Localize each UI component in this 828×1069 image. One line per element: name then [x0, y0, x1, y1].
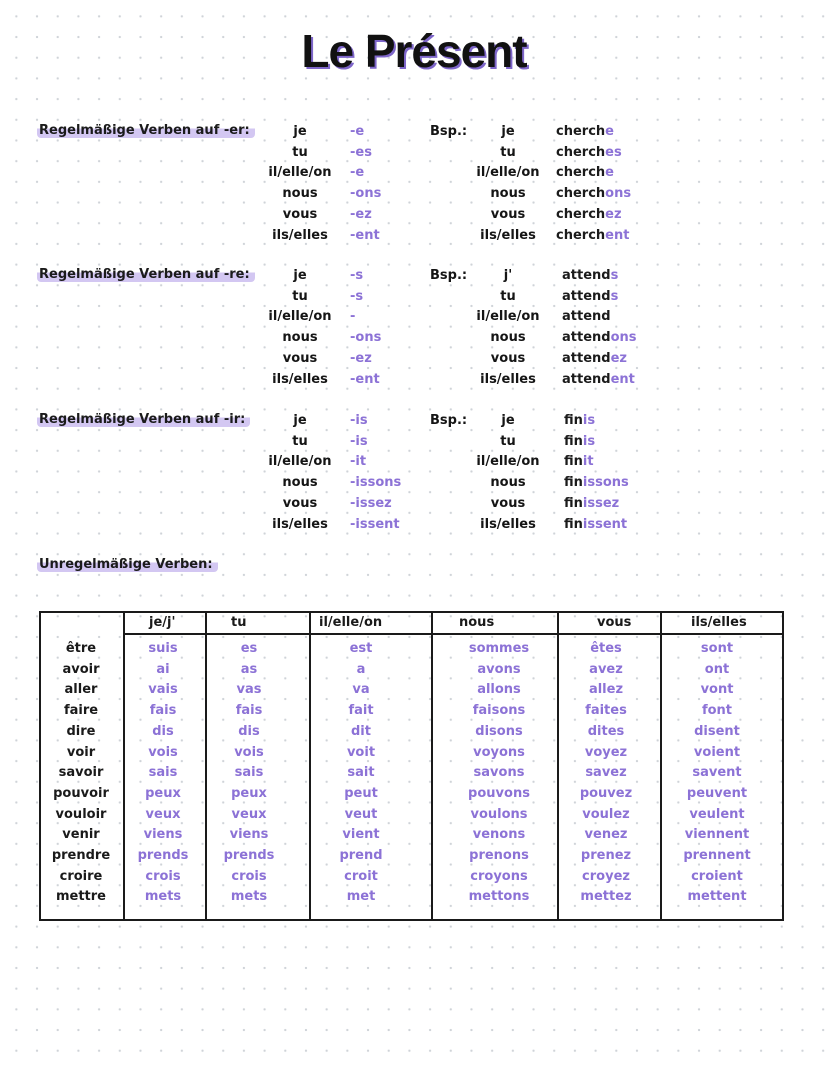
table-cell: prend	[339, 848, 383, 863]
table-cell: venons	[472, 827, 526, 843]
ending: -ez	[350, 206, 372, 222]
verb-infinitive: être	[65, 641, 97, 656]
table-cell: as	[240, 661, 258, 677]
verb-stem: attend	[562, 288, 611, 304]
example-pronoun: il/elle/on	[476, 165, 540, 181]
pronoun: je	[293, 268, 307, 283]
table-cell: vois	[148, 744, 178, 760]
verb-infinitive: aller	[64, 682, 98, 698]
verb-infinitive: pouvoir	[53, 785, 109, 801]
table-cell: disons	[475, 723, 523, 739]
table-cell: fait	[348, 703, 374, 719]
example-pronoun: nous	[490, 330, 526, 346]
pronoun: ils/elles	[272, 371, 328, 387]
table-cell: es	[240, 641, 258, 656]
table-cell: suis	[148, 641, 178, 656]
table-cell: savez	[585, 765, 627, 781]
verb-infinitive: venir	[62, 827, 100, 843]
table-cell: peux	[231, 785, 267, 801]
pronoun: ils/elles	[272, 516, 328, 532]
verb-ending: issons	[582, 475, 629, 491]
table-cell: disent	[694, 723, 740, 739]
ending: -s	[350, 288, 364, 304]
example-pronoun: vous	[490, 350, 526, 366]
irregular-verbs-table	[39, 611, 784, 921]
table-cell: prends	[223, 848, 275, 863]
table-cell: voulons	[470, 806, 528, 822]
table-cell: sais	[148, 765, 178, 781]
pronoun: nous	[282, 475, 318, 491]
table-cell: prenez	[580, 848, 632, 863]
ending: -s	[350, 268, 364, 283]
table-cell: est	[349, 641, 373, 656]
table-cell: avez	[589, 661, 623, 677]
ending: -ons	[350, 186, 382, 202]
example-verb	[564, 515, 627, 535]
example-pronoun: tu	[500, 288, 516, 304]
table-header-divider	[123, 633, 782, 635]
ending: -e	[350, 165, 365, 181]
table-cell: prends	[137, 848, 189, 863]
ending: -is	[350, 413, 368, 428]
example-pronoun: ils/elles	[480, 371, 536, 387]
example-verb	[556, 122, 614, 142]
verb-stem: fin	[564, 516, 583, 532]
pronoun: tu	[292, 144, 308, 160]
pronoun: tu	[292, 288, 308, 304]
table-cell: peux	[145, 785, 181, 801]
example-pronoun: tu	[500, 144, 516, 160]
table-cell: croyons	[470, 868, 528, 884]
example-pronoun: je	[501, 413, 515, 428]
verb-ending: issent	[582, 516, 628, 532]
verb-ending: is	[582, 413, 596, 428]
verb-ending: ons	[610, 330, 637, 346]
table-cell: sais	[234, 765, 264, 781]
verb-ending: ent	[605, 227, 630, 243]
example-verb	[562, 266, 618, 286]
table-cell: dis	[238, 723, 260, 739]
table-cell: dit	[351, 723, 371, 739]
verb-stem: attend	[562, 309, 611, 325]
table-header: vous	[597, 615, 632, 630]
table-cell: sont	[700, 641, 734, 656]
table-cell: viens	[143, 827, 183, 843]
pronoun: il/elle/on	[268, 309, 332, 325]
table-cell: fais	[235, 703, 263, 719]
verb-stem: attend	[562, 330, 611, 346]
verb-stem: cherch	[556, 124, 606, 139]
ending: -issez	[350, 495, 392, 511]
example-verb	[556, 205, 622, 225]
table-cell: veut	[344, 806, 378, 822]
table-cell: veulent	[689, 806, 745, 822]
table-cell: vois	[234, 744, 264, 760]
table-cell: veux	[231, 806, 267, 822]
pronoun: vous	[282, 495, 318, 511]
table-cell: met	[346, 889, 376, 905]
verb-ending: s	[610, 288, 619, 304]
table-cell: mets	[230, 889, 268, 905]
example-pronoun: j'	[503, 268, 513, 283]
table-cell: croyez	[582, 868, 630, 884]
pronoun: il/elle/on	[268, 165, 332, 181]
table-cell: allons	[477, 682, 521, 698]
table-cell: peuvent	[686, 785, 748, 801]
page-title: Le Présent	[301, 25, 527, 77]
ending: -is	[350, 433, 368, 449]
table-cell: fais	[149, 703, 177, 719]
verb-stem: cherch	[556, 144, 606, 160]
example-verb	[562, 307, 611, 327]
example-pronoun: vous	[490, 206, 526, 222]
table-cell: mets	[144, 889, 182, 905]
pronoun: vous	[282, 206, 318, 222]
table-cell: voyons	[473, 744, 525, 760]
verb-ending: issez	[582, 495, 620, 511]
table-cell: avons	[477, 661, 521, 677]
ending: -	[350, 309, 356, 325]
table-cell: va	[352, 682, 370, 698]
ending: -ons	[350, 330, 382, 346]
example-verb	[556, 163, 614, 183]
verb-infinitive: avoir	[62, 661, 100, 677]
table-cell: voit	[346, 744, 376, 760]
ending: -ent	[350, 227, 380, 243]
example-pronoun: il/elle/on	[476, 454, 540, 470]
table-cell: faites	[585, 703, 627, 719]
example-pronoun: tu	[500, 433, 516, 449]
table-cell: savons	[473, 765, 525, 781]
table-cell: pouvez	[579, 785, 633, 801]
pronoun: nous	[282, 186, 318, 202]
verb-infinitive: croire	[59, 868, 103, 884]
table-cell: mettons	[468, 889, 530, 905]
table-cell: dis	[152, 723, 174, 739]
table-cell: voyez	[584, 744, 628, 760]
table-header: ils/elles	[691, 615, 747, 630]
table-cell: sommes	[468, 641, 530, 656]
verb-stem: fin	[564, 454, 583, 470]
ending: -issent	[350, 516, 400, 532]
example-pronoun: ils/elles	[480, 516, 536, 532]
table-cell: vont	[700, 682, 734, 698]
table-cell: pouvons	[468, 785, 530, 801]
table-header: il/elle/on	[319, 615, 383, 630]
table-cell: croit	[344, 868, 378, 884]
example-pronoun: ils/elles	[480, 227, 536, 243]
table-cell: croient	[691, 868, 743, 884]
table-cell: venez	[584, 827, 628, 843]
pronoun: je	[293, 124, 307, 139]
example-pronoun: il/elle/on	[476, 309, 540, 325]
verb-stem: fin	[564, 433, 583, 449]
verb-ending: e	[605, 165, 614, 181]
table-cell: vais	[148, 682, 178, 698]
ending: -es	[350, 144, 372, 160]
ending: -it	[350, 454, 367, 470]
verb-ending: s	[610, 268, 619, 283]
example-verb	[564, 411, 595, 431]
verb-infinitive: savoir	[58, 765, 104, 781]
verb-stem: attend	[562, 268, 611, 283]
table-header: nous	[459, 615, 495, 630]
verb-ending: is	[582, 433, 596, 449]
example-verb	[562, 349, 627, 369]
table-cell: viennent	[684, 827, 750, 843]
verb-infinitive: mettre	[55, 889, 107, 905]
table-cell: mettez	[580, 889, 632, 905]
table-cell: a	[356, 661, 366, 677]
table-cell: êtes	[590, 641, 622, 656]
verb-ending: ent	[610, 371, 635, 387]
table-cell: viens	[229, 827, 269, 843]
verb-infinitive: vouloir	[55, 806, 107, 822]
table-divider	[431, 613, 433, 919]
table-cell: faisons	[472, 703, 526, 719]
example-pronoun: vous	[490, 495, 526, 511]
table-cell: voient	[693, 744, 741, 760]
table-cell: prenons	[469, 848, 529, 863]
verb-stem: cherch	[556, 186, 606, 202]
pronoun: vous	[282, 350, 318, 366]
table-cell: font	[701, 703, 733, 719]
example-label: Bsp.:	[430, 413, 468, 428]
table-cell: allez	[588, 682, 624, 698]
verb-infinitive: dire	[66, 723, 96, 739]
example-verb	[564, 473, 629, 493]
verb-stem: cherch	[556, 227, 606, 243]
pronoun: il/elle/on	[268, 454, 332, 470]
example-pronoun: nous	[490, 186, 526, 202]
ending: -e	[350, 124, 365, 139]
table-cell: peut	[344, 785, 378, 801]
ending: -issons	[350, 475, 402, 491]
verb-ending: ez	[610, 350, 627, 366]
verb-stem: fin	[564, 495, 583, 511]
example-verb	[556, 226, 629, 246]
example-verb	[564, 432, 595, 452]
example-verb	[562, 370, 635, 390]
example-verb	[556, 184, 631, 204]
example-verb	[556, 143, 622, 163]
example-pronoun: je	[501, 124, 515, 139]
ending: -ent	[350, 371, 380, 387]
example-label: Bsp.:	[430, 124, 468, 139]
irregular-verbs-label: Unregelmäßige Verben:	[37, 557, 218, 572]
ending: -ez	[350, 350, 372, 366]
table-cell: ont	[704, 661, 730, 677]
verb-stem: cherch	[556, 165, 606, 181]
table-cell: vient	[342, 827, 380, 843]
section-label: Regelmäßige Verben auf -re:	[37, 267, 255, 282]
table-cell: dites	[587, 723, 625, 739]
pronoun: je	[293, 413, 307, 428]
verb-infinitive: voir	[66, 744, 96, 760]
pronoun: ils/elles	[272, 227, 328, 243]
table-header: tu	[231, 615, 247, 630]
table-cell: vas	[236, 682, 262, 698]
example-verb	[562, 328, 637, 348]
verb-ending: it	[582, 454, 594, 470]
verb-ending: ons	[605, 186, 632, 202]
table-cell: crois	[145, 868, 181, 884]
verb-ending: ez	[605, 206, 622, 222]
table-cell: prennent	[683, 848, 751, 863]
verb-ending: e	[605, 124, 614, 139]
example-label: Bsp.:	[430, 268, 468, 283]
table-cell: voulez	[582, 806, 630, 822]
verb-infinitive: faire	[63, 703, 99, 719]
table-cell: savent	[692, 765, 742, 781]
table-cell: veux	[145, 806, 181, 822]
verb-stem: cherch	[556, 206, 606, 222]
table-header: je/j'	[149, 615, 176, 630]
section-label: Regelmäßige Verben auf -er:	[37, 123, 255, 138]
verb-stem: fin	[564, 475, 583, 491]
table-cell: mettent	[687, 889, 747, 905]
pronoun: nous	[282, 330, 318, 346]
example-verb	[564, 494, 619, 514]
section-label: Regelmäßige Verben auf -ir:	[37, 412, 250, 427]
table-cell: sait	[347, 765, 375, 781]
example-verb	[564, 452, 594, 472]
verb-ending: es	[605, 144, 622, 160]
example-verb	[562, 287, 618, 307]
table-cell: crois	[231, 868, 267, 884]
table-cell: ai	[156, 661, 170, 677]
verb-stem: attend	[562, 371, 611, 387]
verb-infinitive: prendre	[51, 848, 111, 863]
verb-stem: attend	[562, 350, 611, 366]
example-pronoun: nous	[490, 475, 526, 491]
pronoun: tu	[292, 433, 308, 449]
verb-stem: fin	[564, 413, 583, 428]
